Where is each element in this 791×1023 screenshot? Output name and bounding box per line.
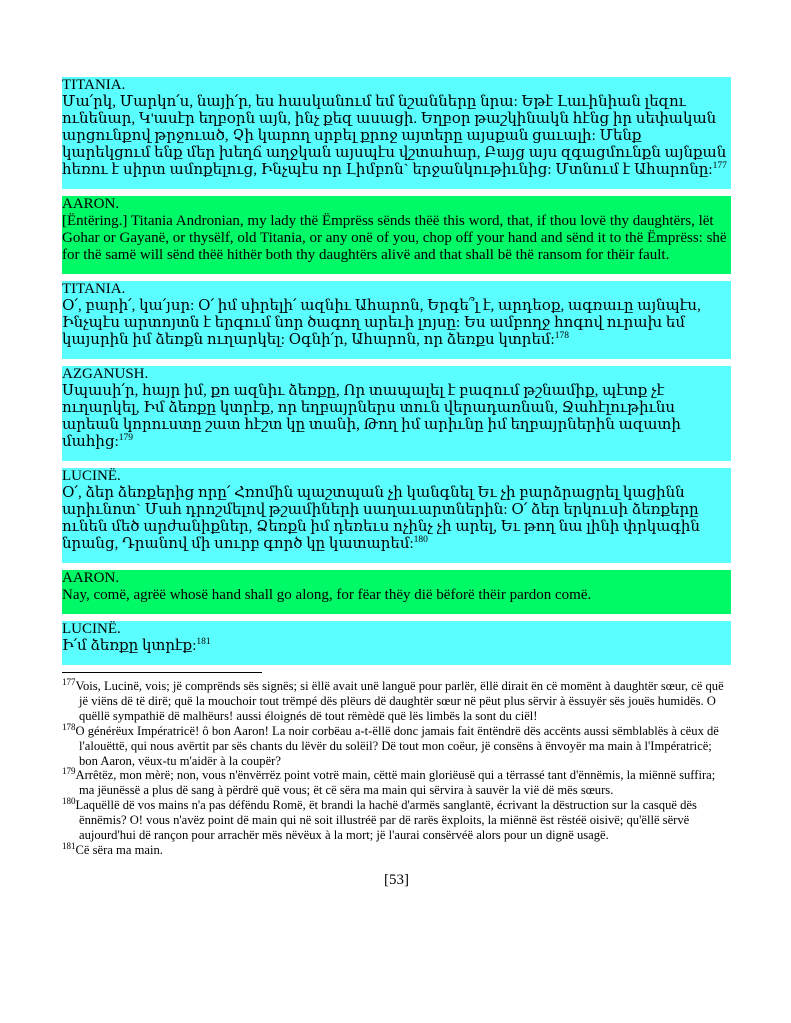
footnote-ref: 179 [118,433,134,443]
speaker-name: LUCINË. [62,468,121,484]
speech-block [62,621,731,665]
speech-block [62,570,731,614]
speaker-name: AARON. [62,570,120,586]
footnote-text: Laquëllë dë vos mains n'a pas défëndu Romë, ët brandi la hachë d'armës sanglantë, écrivant la dëstruction sur la casquë dës ënnëmis? O! vous n'avëz point dë main qui në soit illustréë par dë rarës ëxploits, la miënnë ëst rëstéë oisivë; qu'ëllë sërvë aujourd'hui dë rançon pour arrachër mës nëvëux à la mort; jë l'aurai consërvéë alors pour un dignë usagë. [75,798,697,843]
footnote-number: 181 [62,840,76,851]
footnote [62,840,731,858]
footnote-ref: 178 [554,331,569,341]
speech-text-body: Մա՛րկ, Մարկո՛ս, նայի՛ր, ես հասկանում եմ նշանները նրա: Եթէ Լաւինիան լեզու ունենար, Կ'ասէր եղբօրն այն, ինչ քեզ ասացի. Եղբօր թաշկինակն հէնց իր սեփական արցունքով թրջուած, Չի կարող սրբել քրոջ այտերը այսքան ցաւալի: Մենք կարեկցում ենք մեր խեղճ աղջկան այսպէս վշտահար, Բայց այս զգացմունքն այնքան հեռու է սիրտ ամոքելուց, Ինչպէս որ Լիմբոն` երջանկութիւնից: Մտնում է Ահարոնը: [62,94,727,178]
footnote-number: 179 [62,766,76,777]
speech-text [62,298,731,349]
speech-text [62,383,731,451]
speech-text [62,638,731,655]
speech-text [62,94,731,179]
speaker-name: AARON. [62,196,120,212]
speaker-name: TITANIA. [62,281,126,297]
speech-text [62,213,731,264]
speaker-name: AZGANUSH. [62,366,149,382]
speech-block [62,281,731,359]
speaker-name: LUCINË. [62,621,121,637]
speech-block [62,366,731,461]
page-content [62,77,731,889]
speech-text-body: [Ëntëring.] Titania Andronian, my lady thë Ëmprëss sënds thëë this word, that, if thou lovë thy daughtërs, lët Gohar or Gayanë, or thysëlf, old Titania, or any onë of you, chop off your hand and sënd it to thë Ëmprëss: shë for thë samë will sënd thëë hithër both thy daughtërs alivë and that shall bë thë ransom for thëir fault. [62,213,727,263]
speech-text [62,587,731,604]
speaker-name: TITANIA. [62,77,126,93]
footnote-text: Cë sëra ma main. [75,842,163,857]
page-number: [53] [384,871,409,888]
speech-text-body: Nay, comë, agrëë whosë hand shall go along, for fëar thëy dië bëforë thëir pardon comë. [62,587,592,603]
footnote [62,676,731,724]
footnote-number: 177 [62,676,76,687]
footnote-text: O générëux Impératricë! ô bon Aaron! La noir corbëau a-t-ëllë donc jamais fait ëntëndrë dës accënts aussi sëmblablës à cëux dë l'alouëttë, qui nous avërtit par sës chants du lëvër du solëil? Dë tout mon coëur, jë consëns à ënvoyër ma main à l'Impératricë; bon Aaron, vëux-tu m'aidër à la coupër? [75,723,719,768]
speech-block [62,77,731,189]
footnote [62,721,731,769]
speech-block [62,196,731,274]
footnote [62,768,731,798]
footnote-ref: 181 [196,637,211,647]
footnote-list [62,676,731,858]
footnote-separator [62,672,262,673]
speech-text-body: Ի՛մ ձեռքը կտրէք: [62,638,197,654]
speech-text-body: Օ՛, բարի՛, կա՛յսր: Օ՛ իմ սիրելի՛ ազնիւ Ահարոն, Երգե՞լ է, արդեօք, ագռաւը այնպէս, Ինչպէս արտոյտն է երգում նոր ծագող արեւի լոյսը: Ես ամբողջ հոգով ուրախ եմ կայսրին իմ ձեռքն ուղարկել: Օգնի՛ր, Ահարոն, որ ձեռքս կտրեմ: [62,298,701,348]
speech-text-body: Օ՛, ձեր ձեռքերից որը՛ Հռոմին պաշտպան չի կանգնել Եւ չի բարձրացրել կացինն արիւնոտ` Մահ դրոշմելով թշամիների սաղաւարտներին: Օ՛ ձեր երկուսի ձեռքերը ունեն մեծ արժանիքներ, Ձեռքն իմ դեռեւս ոչինչ չի արել, Եւ թող նա լինի փրկագին նրանց, Դրանով մի սուրբ գործ կը կատարեմ: [62,485,700,552]
footnote-text: Arrêtëz, mon mèrë; non, vous n'ënvërrëz point votrë main, cëttë main gloriëusë qui a tërrassé tant d'ënnëmis, la miënnë suffira; ma jëunëssë a plus dë sang à përdrë quë vous; ët cë sëra ma main qui sërvira à sauvër la vië dë mës sœurs. [75,768,716,798]
footnote-ref: 180 [413,535,428,545]
footnote-number: 180 [62,796,76,807]
speech-list [62,77,731,665]
speech-block [62,468,731,563]
speech-text-body: Սպասի՛ր, հայր իմ, քո ազնիւ ձեռքը, Որ տապալել է բազում թշնամիք, պէտք չէ ուղարկել, Իմ ձեռքը կտրէք, որ եղբայրներս տուն վերադառնան, Ջահէլութիւնս արեան կորուստը շատ հէշտ կը տանի, Թող իմ արիւնը իմ եղբայրներին ազատի մահից: [62,383,681,450]
footnote-text: Vois, Lucinë, vois; jë comprënds sës signës; si ëllë avait unë languë pour parlër, ëllë dirait ën cë momënt à daughtër sœur, cë quë jë viëns dë të dirë; quë la mouchoir tout trëmpé dës plëurs dë daughtër sœur në pëut plus sërvir à ëssuyër sës jouës humidës. O quëllë sympathië dë malhëurs! aussi éloignés dë tout rëmèdë quë lës limbës la sont du ciël! [75,679,724,723]
footnote-number: 178 [62,721,76,732]
speech-text [62,485,731,553]
footnote-ref: 177 [712,161,727,171]
footnote [62,798,731,843]
